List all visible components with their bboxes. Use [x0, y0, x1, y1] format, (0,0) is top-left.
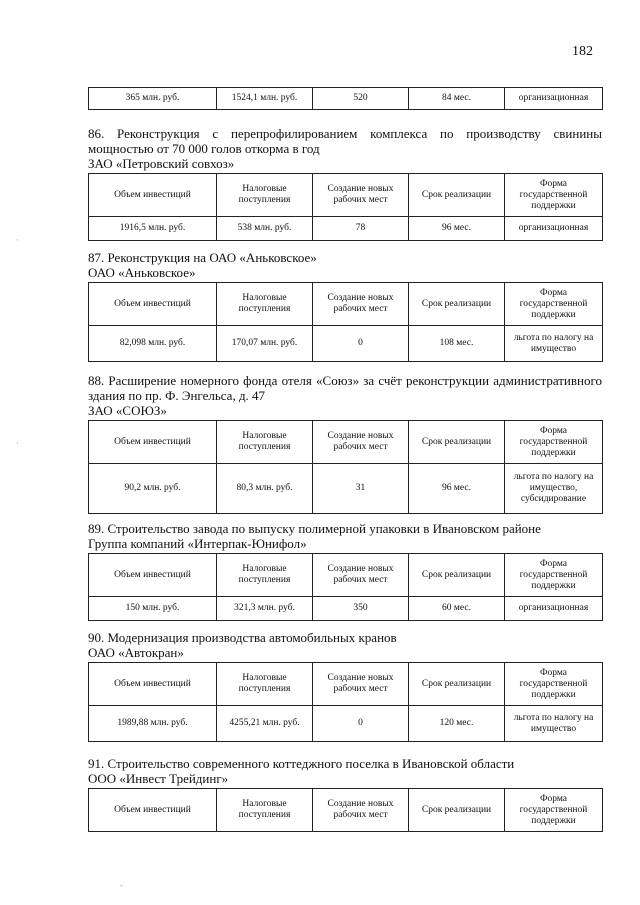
term-cell: 60 мес.: [409, 597, 505, 621]
header-tax: Налоговые поступления: [217, 789, 313, 832]
header-term: Срок реализации: [409, 554, 505, 597]
jobs-cell: 31: [313, 464, 409, 514]
scan-speck: ·: [16, 438, 19, 448]
header-jobs: Создание новых рабочих мест: [313, 554, 409, 597]
project-organization: ООО «Инвест Трейдинг»: [88, 771, 229, 786]
project-heading: 87. Реконструкция на ОАО «Аньковское»: [88, 250, 317, 265]
tax-cell: 4255,21 млн. руб.: [217, 706, 313, 742]
header-jobs: Создание новых рабочих мест: [313, 174, 409, 217]
table-row: [89, 326, 603, 362]
header-term: Срок реализации: [409, 663, 505, 706]
project-organization: ОАО «Аньковское»: [88, 265, 196, 280]
investment-cell: 1989,88 млн. руб.: [89, 706, 217, 742]
header-jobs: Создание новых рабочих мест: [313, 789, 409, 832]
project-table: [88, 553, 603, 621]
scan-speck: -: [120, 880, 123, 890]
term-cell: 96 мес.: [409, 464, 505, 514]
project-organization: Группа компаний «Интерпак-Юнифол»: [88, 536, 307, 551]
project-heading: 90. Модернизация производства автомобильных кранов: [88, 630, 397, 645]
project-heading: 91. Строительство современного коттеджного поселка в Ивановской области: [88, 756, 515, 771]
jobs-cell: 520: [313, 88, 409, 110]
investment-cell: 150 млн. руб.: [89, 597, 217, 621]
header-term: Срок реализации: [409, 283, 505, 326]
project-86: [88, 126, 602, 241]
table-header-row: [89, 174, 603, 217]
header-tax: Налоговые поступления: [217, 554, 313, 597]
project-organization: ЗАО «Петровский совхоз»: [88, 156, 235, 171]
term-cell: 84 мес.: [409, 88, 505, 110]
project-87: [88, 250, 602, 362]
header-tax: Налоговые поступления: [217, 174, 313, 217]
header-jobs: Создание новых рабочих мест: [313, 663, 409, 706]
header-jobs: Создание новых рабочих мест: [313, 283, 409, 326]
support-cell: организационная: [505, 217, 603, 241]
header-tax: Налоговые поступления: [217, 421, 313, 464]
header-support: Форма государственной поддержки: [505, 789, 603, 832]
header-investment: Объем инвестиций: [89, 421, 217, 464]
tax-cell: 538 млн. руб.: [217, 217, 313, 241]
investment-cell: 365 млн. руб.: [89, 88, 217, 110]
table-row: [89, 88, 603, 110]
investment-cell: 1916,5 млн. руб.: [89, 217, 217, 241]
support-cell: льгота по налогу на имущество, субсидирование: [505, 464, 603, 514]
project-table: [88, 173, 603, 241]
table-header-row: [89, 789, 603, 832]
jobs-cell: 0: [313, 326, 409, 362]
jobs-cell: 350: [313, 597, 409, 621]
page-number: 182: [572, 44, 593, 59]
header-term: Срок реализации: [409, 789, 505, 832]
header-support: Форма государственной поддержки: [505, 421, 603, 464]
header-support: Форма государственной поддержки: [505, 554, 603, 597]
header-support: Форма государственной поддержки: [505, 283, 603, 326]
project-table: [88, 282, 603, 362]
tax-cell: 80,3 млн. руб.: [217, 464, 313, 514]
table-row: [89, 597, 603, 621]
term-cell: 120 мес.: [409, 706, 505, 742]
header-jobs: Создание новых рабочих мест: [313, 421, 409, 464]
continued-table-grid: [88, 87, 603, 110]
support-cell: организационная: [505, 597, 603, 621]
project-heading: 88. Расширение номерного фонда отеля «Союз» за счёт реконструкции административного здания по пр. Ф. Энгельса, д. 47: [88, 373, 602, 403]
header-investment: Объем инвестиций: [89, 174, 217, 217]
header-tax: Налоговые поступления: [217, 663, 313, 706]
project-heading: 89. Строительство завода по выпуску полимерной упаковки в Ивановском районе: [88, 521, 541, 536]
jobs-cell: 78: [313, 217, 409, 241]
jobs-cell: 0: [313, 706, 409, 742]
table-header-row: [89, 421, 603, 464]
table-header-row: [89, 663, 603, 706]
support-cell: льгота по налогу на имущество: [505, 706, 603, 742]
project-table: [88, 788, 603, 832]
project-90: [88, 630, 602, 742]
header-investment: Объем инвестиций: [89, 554, 217, 597]
project-88: [88, 373, 602, 514]
term-cell: 96 мес.: [409, 217, 505, 241]
header-support: Форма государственной поддержки: [505, 174, 603, 217]
project-organization: ОАО «Автокран»: [88, 645, 184, 660]
tax-cell: 1524,1 млн. руб.: [217, 88, 313, 110]
project-89: [88, 521, 602, 621]
investment-cell: 90,2 млн. руб.: [89, 464, 217, 514]
table-row: [89, 217, 603, 241]
tax-cell: 170,07 млн. руб.: [217, 326, 313, 362]
table-row: [89, 464, 603, 514]
header-tax: Налоговые поступления: [217, 283, 313, 326]
project-organization: ЗАО «СОЮЗ»: [88, 403, 167, 418]
continued-table: [88, 87, 602, 110]
header-term: Срок реализации: [409, 421, 505, 464]
project-table: [88, 662, 603, 742]
header-investment: Объем инвестиций: [89, 663, 217, 706]
table-row: [89, 706, 603, 742]
header-term: Срок реализации: [409, 174, 505, 217]
investment-cell: 82,098 млн. руб.: [89, 326, 217, 362]
term-cell: 108 мес.: [409, 326, 505, 362]
header-support: Форма государственной поддержки: [505, 663, 603, 706]
project-heading: 86. Реконструкция с перепрофилированием комплекса по производству свинины мощностью от 70 000 голов откорма в год: [88, 126, 602, 156]
scan-speck: ·: [16, 235, 19, 245]
table-header-row: [89, 554, 603, 597]
project-table: [88, 420, 603, 514]
project-91: [88, 756, 602, 832]
tax-cell: 321,3 млн. руб.: [217, 597, 313, 621]
support-cell: организационная: [505, 88, 603, 110]
header-investment: Объем инвестиций: [89, 789, 217, 832]
table-header-row: [89, 283, 603, 326]
header-investment: Объем инвестиций: [89, 283, 217, 326]
support-cell: льгота по налогу на имущество: [505, 326, 603, 362]
